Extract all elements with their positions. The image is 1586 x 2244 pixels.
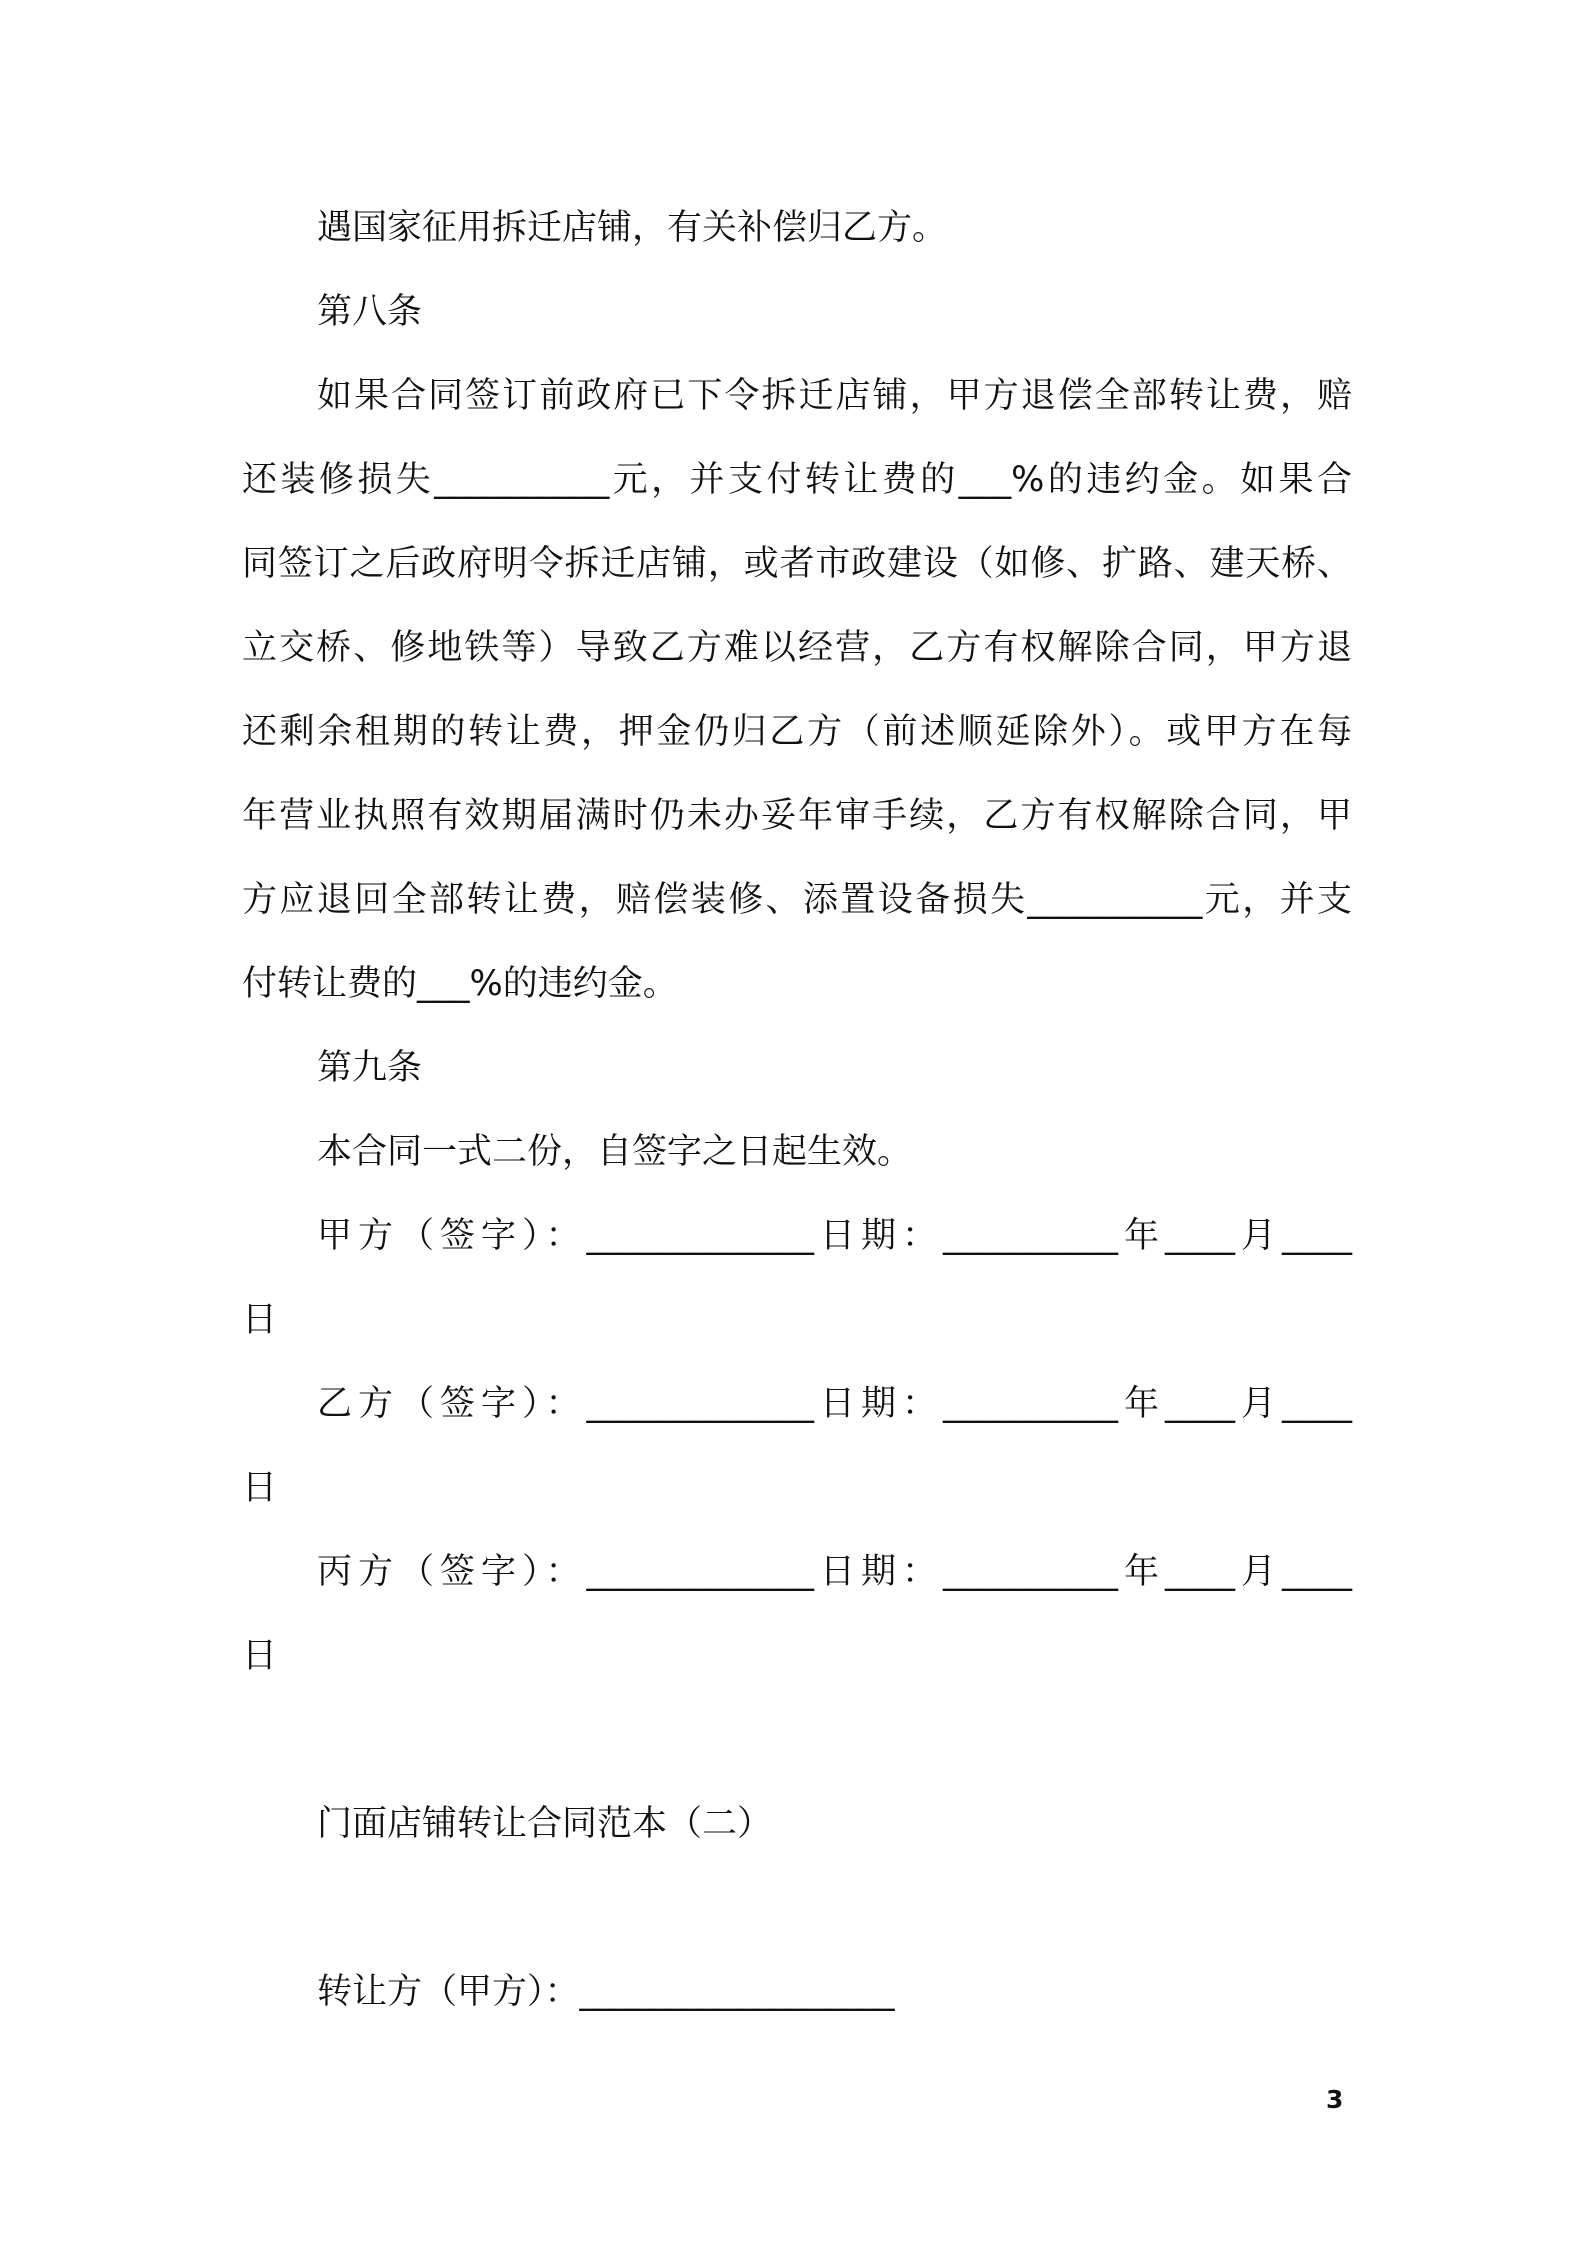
article-8-heading: 第八条 [317, 292, 423, 332]
article-8-line: 立交桥、修地铁等）导致乙方难以经营，乙方有权解除合同，甲方退 [242, 628, 1352, 668]
article-8-line: 方应退回全部转让费，赔偿装修、添置设备损失__________元，并支 [242, 880, 1352, 920]
article-8-line: 还装修损失__________元，并支付转让费的___%的违约金。如果合 [242, 460, 1352, 500]
signature-line: 甲方（签字）：_____________日期：__________年____月____ [317, 1216, 1352, 1256]
signature-day: 日 [242, 1300, 278, 1340]
page-number: 3 [1326, 2085, 1344, 2114]
article-8-line: 同签订之后政府明令拆迁店铺，或者市政建设（如修、扩路、建天桥、 [242, 544, 1352, 584]
signature-day: 日 [242, 1468, 278, 1508]
article-9-text: 本合同一式二份，自签字之日起生效。 [317, 1132, 913, 1172]
signature-day: 日 [242, 1636, 278, 1676]
article-8-line: 年营业执照有效期届满时仍未办妥年审手续，乙方有权解除合同，甲 [242, 796, 1352, 836]
transferor-line: 转让方（甲方）：__________________ [317, 1972, 895, 2012]
article-8-line: 付转让费的___%的违约金。 [242, 964, 678, 1004]
article-8-line: 如果合同签订前政府已下令拆迁店铺，甲方退偿全部转让费，赔 [317, 376, 1352, 416]
signature-line: 乙方（签字）：_____________日期：__________年____月____ [317, 1384, 1352, 1424]
section-title: 门面店铺转让合同范本（二） [317, 1804, 773, 1844]
article-9-heading: 第九条 [317, 1048, 423, 1088]
signature-line: 丙方（签字）：_____________日期：__________年____月____ [317, 1552, 1352, 1592]
article-8-line: 还剩余租期的转让费，押金仍归乙方（前述顺延除外）。或甲方在每 [242, 712, 1352, 752]
article-7-tail: 遇国家征用拆迁店铺，有关补偿归乙方。 [317, 208, 948, 248]
